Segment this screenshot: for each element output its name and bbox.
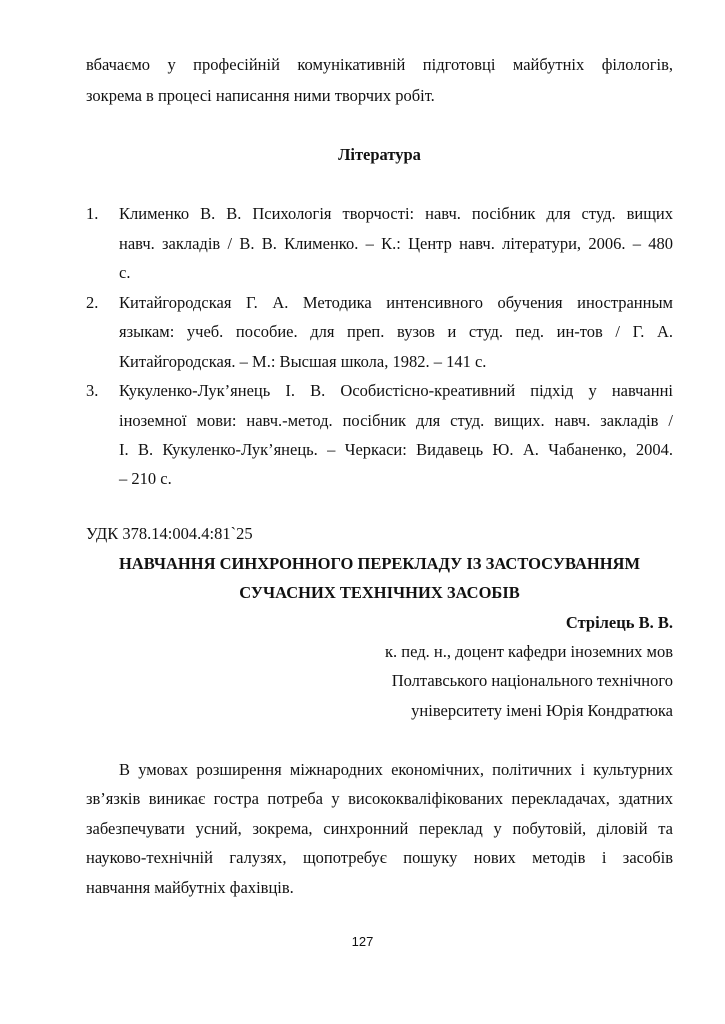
reference-line: Китайгородская. – М.: Высшая школа, 1982. – 141 с. xyxy=(119,352,487,371)
reference-line: языкам: учеб. пособие. для преп. вузов и студ. пед. ин-тов / Г. А. xyxy=(119,322,673,341)
reference-line: Китайгородская Г. А. Методика интенсивного обучения иностранным xyxy=(119,293,673,312)
reference-line: Клименко В. В. Психологія творчості: навч. посібник для студ. вищих xyxy=(119,204,673,223)
reference-line: І. В. Кукуленко-Лук’янець. – Черкаси: Видавець Ю. А. Чабаненко, 2004. xyxy=(119,440,673,459)
author-affiliation: університету імені Юрія Кондратюка xyxy=(411,701,673,720)
page-number: 127 xyxy=(351,934,374,949)
reference-line: – 210 с. xyxy=(119,469,172,488)
reference-line: навч. закладів / В. В. Клименко. – К.: Центр навч. літератури, 2006. – 480 xyxy=(119,234,673,253)
reference-number: 1. xyxy=(86,204,99,223)
intro-line: зокрема в процесі написання ними творчих робіт. xyxy=(86,86,435,105)
paragraph-line: В умовах розширення міжнародних економічних, політичних і культурних xyxy=(119,760,673,779)
author-name: Стрілець В. В. xyxy=(565,613,673,632)
reference-line: с. xyxy=(119,263,131,282)
reference-line: Кукуленко-Лук’янець І. В. Особистісно-креативний підхід у навчанні xyxy=(119,381,673,400)
paragraph-line: забезпечувати усний, зокрема, синхронний переклад у побутовій, діловій та xyxy=(86,819,673,838)
author-affiliation: к. пед. н., доцент кафедри іноземних мов xyxy=(385,642,673,661)
udk-code: УДК 378.14:004.4:81`25 xyxy=(86,524,253,543)
article-title: СУЧАСНИХ ТЕХНІЧНИХ ЗАСОБІВ xyxy=(239,583,520,602)
reference-line: іноземної мови: навч.-метод. посібник для студ. вищих. навч. закладів / xyxy=(119,411,673,430)
reference-number: 3. xyxy=(86,381,99,400)
paragraph-line: зв’язків виникає гостра потреба у висококваліфікованих перекладачах, здатних xyxy=(86,789,673,808)
intro-line: вбачаємо у професійній комунікативній підготовці майбутніх філологів, xyxy=(86,55,673,74)
paragraph-line: навчання майбутніх фахівців. xyxy=(86,878,294,897)
references-heading: Література xyxy=(338,145,421,164)
paragraph-line: науково-технічній галузях, щопотребує пошуку нових методів і засобів xyxy=(86,848,673,867)
author-affiliation: Полтавського національного технічного xyxy=(391,671,673,690)
article-title: НАВЧАННЯ СИНХРОННОГО ПЕРЕКЛАДУ ІЗ ЗАСТОСУВАННЯМ xyxy=(118,554,641,573)
reference-number: 2. xyxy=(86,293,99,312)
